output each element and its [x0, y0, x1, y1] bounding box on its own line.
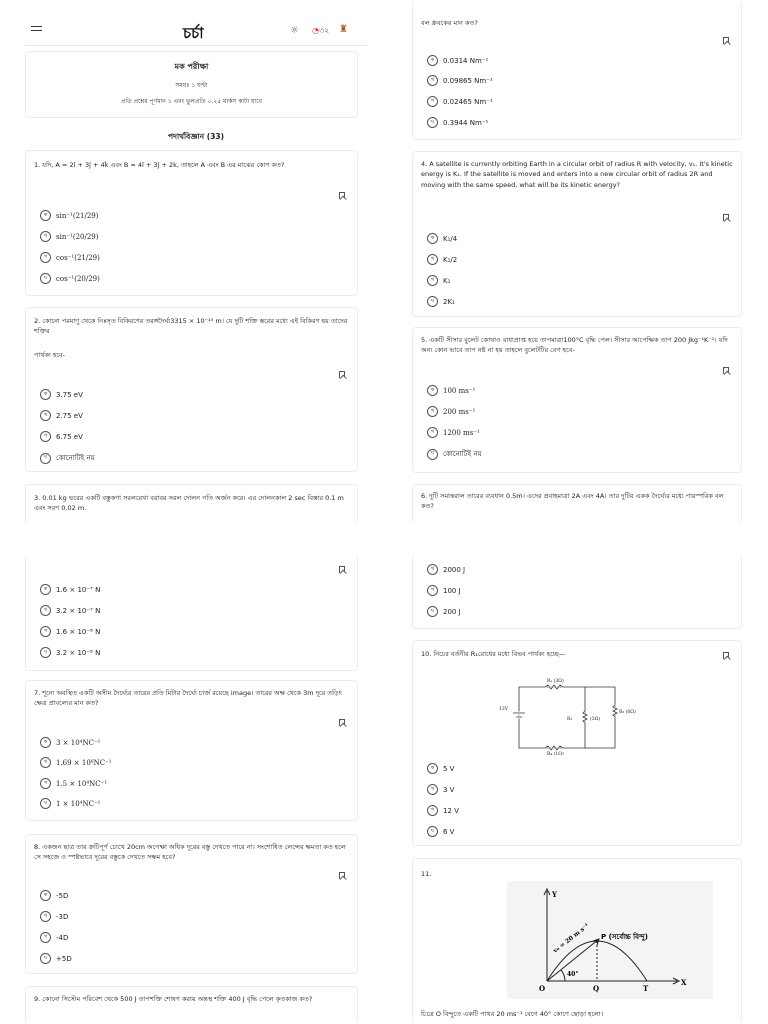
r3-label: R₃ (6Ω): [619, 710, 636, 715]
mock-marks: প্রতি প্রশ্নের পূর্ণমান ১ এবং ভুলপ্রতি ০.২৫ মার্কস কাটা যাবে: [121, 98, 262, 105]
r2-value: (3Ω): [590, 717, 601, 722]
option-text: 3.75 eV: [56, 390, 83, 399]
option-text: 1200 ms⁻¹: [443, 428, 480, 437]
question-text: 3. 0.01 kg ভরের একটি বস্তুকণা সরলরেখা বরাবর সরল দোলন গতি অর্জন করে। এর দোলনকাল 2 sec বিস্তার 0.1 m এবং সরণ 0.02 m.: [34, 494, 344, 513]
streak-counter[interactable]: ◔৩২: [312, 26, 330, 35]
option-text: 1.6 × 10⁻⁸ N: [56, 627, 101, 636]
option-letter: ঘ: [427, 117, 438, 128]
option-text: 1.5 × 10⁴NC⁻¹: [56, 779, 108, 788]
option[interactable]: [427, 96, 493, 107]
velocity-label: v₀ = 20 m s⁻¹: [551, 922, 591, 955]
option[interactable]: [427, 75, 493, 86]
question-card-1: [25, 150, 358, 296]
question-text: 7. শূন্যে অবস্থিত একটি অসীম দৈর্ঘ্যের তারের প্রতি মিটার দৈর্ঘ্যে চার্জ রয়েছে image। তারের অক্ষ থেকে 3m দূরে তড়িৎ ক্ষেত্র প্রাবল্যের মান কত?: [34, 689, 343, 708]
option-letter: খ: [40, 605, 51, 616]
option[interactable]: [427, 254, 457, 265]
question-card-3-options: [25, 555, 358, 671]
option[interactable]: [40, 452, 95, 464]
option[interactable]: [40, 605, 100, 616]
option[interactable]: [40, 737, 100, 748]
option[interactable]: [427, 784, 454, 795]
option-text: 0.09865 Nm⁻¹: [443, 76, 493, 85]
question-card-2: [25, 307, 358, 472]
question-card-8: [25, 834, 358, 974]
option[interactable]: [40, 890, 68, 901]
option[interactable]: [40, 231, 98, 242]
option-letter: গ: [40, 778, 51, 789]
option-text: -5D: [56, 891, 69, 900]
option[interactable]: [427, 564, 465, 575]
option[interactable]: [427, 606, 461, 617]
option[interactable]: [40, 389, 83, 400]
question-card-9: [25, 986, 358, 1024]
r2-label: R₂: [567, 717, 573, 722]
option-text: 2K₁: [443, 297, 455, 306]
option-letter: ঘ: [427, 449, 438, 460]
option[interactable]: [40, 252, 100, 263]
bookmark-icon[interactable]: [339, 566, 345, 573]
option[interactable]: [427, 763, 454, 774]
option-letter: গ: [427, 96, 438, 107]
option-text: 6.75 eV: [56, 432, 83, 441]
option[interactable]: [427, 805, 459, 816]
option-text: +5D: [56, 954, 72, 963]
option-text: 1 × 10⁴NC⁻¹: [56, 799, 101, 808]
question-number: 11.: [421, 870, 432, 878]
option-text: 2000 J: [443, 565, 466, 574]
option-letter: খ: [427, 564, 438, 575]
option-text: 6 V: [443, 827, 455, 836]
y-axis-label: Y: [552, 890, 557, 899]
theme-toggle-icon[interactable]: ☼: [290, 25, 299, 36]
option-letter: গ: [40, 626, 51, 637]
option[interactable]: [427, 385, 475, 396]
angle-label: 40°: [567, 971, 579, 978]
projectile-diagram: [507, 881, 713, 999]
option-text: কোনোটিই নয়: [56, 454, 95, 462]
option-letter: গ: [427, 275, 438, 286]
mock-time: সময়ঃ ১ ঘণ্টা: [175, 82, 208, 89]
question-text: 9. কোনো সিস্টেম পরিবেশ থেকে 500 J তাপশক্তি শোষণ করায় অন্তস্থ শক্তি 400 J বৃদ্ধি পেলে কৃতকাজ কত?: [34, 995, 313, 1003]
question-card-6: [412, 484, 742, 524]
option-text: -3D: [56, 912, 69, 921]
option-letter: খ: [40, 231, 51, 242]
option-letter: ঘ: [427, 296, 438, 307]
option-letter: ক: [40, 210, 51, 221]
option[interactable]: [40, 273, 100, 284]
option-letter: ক: [40, 389, 51, 400]
option[interactable]: [427, 826, 454, 837]
option-text: sin⁻¹(20/29): [56, 232, 99, 241]
option[interactable]: [40, 778, 107, 789]
bookmark-icon[interactable]: [339, 872, 345, 879]
option-text: 3 × 10⁴NC⁻¹: [56, 738, 101, 747]
question-text: 1. যদি, A = 2î + 3ĵ + 4k̂ এবং B = 4î + 3ĵ + 2k, তাহলে A এবং B এর মাঝের কোণ কত?: [34, 161, 285, 169]
option-letter: ক: [40, 584, 51, 595]
streak-count: ৩২: [318, 26, 330, 35]
option-text: sin⁻¹(21/29): [56, 211, 99, 220]
top-bar: [25, 18, 367, 46]
circuit-diagram: [497, 675, 643, 755]
question-card-4: [412, 151, 742, 317]
option[interactable]: [40, 584, 100, 595]
option-text: 0.02465 Nm⁻¹: [443, 97, 493, 106]
bookmark-icon[interactable]: [723, 367, 729, 374]
question-card-3: [25, 484, 358, 524]
question-card-7: [25, 680, 358, 821]
question-text: 8. একজন ছাত্র তার ক্রটিপূর্ণ চোখে 20cm অপেক্ষা অধিক দূরের বস্তু দেখতে পারে না। সংশোধিত লেন্সের ক্ষমতা কত হলে সে সহজে ও স্পষ্টভাবে দূরের বস্তুকে দেখতে সক্ষম হবে?: [34, 843, 346, 862]
option-text: 0.3944 Nm⁻¹: [443, 118, 489, 127]
option[interactable]: [427, 296, 455, 307]
option-text: 12 V: [443, 806, 459, 815]
question-card-10: [412, 640, 742, 846]
option-text: 100 J: [443, 586, 461, 595]
option[interactable]: [427, 55, 488, 66]
option-letter: গ: [40, 932, 51, 943]
option-letter: ঘ: [40, 798, 51, 809]
r4-label: R₄ (1Ω): [547, 752, 564, 755]
option-letter: খ: [40, 410, 51, 421]
option-text: 3.2 × 10⁻⁷ N: [56, 606, 101, 615]
origin-label: O: [539, 984, 546, 993]
option-text: 200 J: [443, 607, 461, 616]
option-letter: ক: [427, 233, 438, 244]
r1-label: R₁ (3Ω): [547, 679, 564, 684]
option[interactable]: [40, 210, 98, 221]
option[interactable]: [40, 431, 83, 442]
point-t-label: T: [643, 984, 649, 993]
option[interactable]: [427, 448, 482, 460]
option-letter: ক: [427, 763, 438, 774]
option[interactable]: [40, 953, 72, 964]
option-text: 2.75 eV: [56, 411, 83, 420]
option-letter: ক: [40, 890, 51, 901]
section-title: পদার্থবিজ্ঞান (33): [167, 132, 225, 141]
question-text-cont: পার্থক্য হবে-: [34, 351, 65, 359]
option-text: 3.2 × 10⁻⁸ N: [56, 648, 101, 657]
option-text: cos⁻¹(21/29): [56, 253, 100, 262]
option-text: 3 V: [443, 785, 455, 794]
question-card-3-continued: [412, 0, 742, 140]
question-card-5: [412, 327, 742, 473]
option-letter: ঘ: [427, 826, 438, 837]
option-letter: খ: [427, 75, 438, 86]
option-text: 5 V: [443, 764, 455, 773]
option[interactable]: [40, 757, 112, 768]
option-letter: গ: [427, 427, 438, 438]
option[interactable]: [40, 410, 83, 421]
option[interactable]: [427, 585, 461, 596]
option[interactable]: [40, 647, 100, 658]
option-letter: গ: [427, 585, 438, 596]
option-text: 0.0314 Nm⁻¹: [443, 56, 489, 65]
bookmark-icon[interactable]: [339, 371, 345, 378]
option-letter: ঘ: [40, 453, 51, 464]
bookmark-icon[interactable]: [339, 192, 345, 199]
option[interactable]: [40, 626, 100, 637]
option-text: K₁: [443, 276, 451, 285]
option-text: 200 ms⁻¹: [443, 407, 476, 416]
bookmark-icon[interactable]: [339, 719, 345, 726]
option-text: 100 ms⁻¹: [443, 386, 476, 395]
option-letter: খ: [40, 911, 51, 922]
option-letter: খ: [40, 757, 51, 768]
question-text: 5. একটি সীসার বুলেট কোথাও বাধাপ্রাপ্ত হয়ে তাপমাত্রা100°C বৃদ্ধি পেল। সীসার আপেক্ষিক তাপ 200 Jkg⁻¹K⁻¹। যদি অন্য কোন ভাবে তাপ নষ্ট না হয় তাহলে বুলেটটির বেগ হবে-: [421, 336, 728, 355]
battery-label: 12V: [499, 707, 508, 712]
option-letter: ঘ: [427, 606, 438, 617]
option-letter: খ: [427, 254, 438, 265]
option-letter: ঘ: [40, 953, 51, 964]
option[interactable]: [427, 233, 457, 244]
question-text: 4. A satellite is currently orbiting Earth in a circular orbit of radius R with velocity, v₁. It's kinetic energy is K₁. If the satellite is moved and enters into a new circular orbit of radius 2R and moving with the same speed, what will be its kinetic energy?: [421, 160, 733, 189]
option-letter: ক: [427, 385, 438, 396]
option[interactable]: [427, 117, 488, 128]
option-letter: গ: [40, 431, 51, 442]
option-letter: ঘ: [40, 273, 51, 284]
option-text: 1.69 × 10⁶NC⁻¹: [56, 758, 112, 767]
option-letter: গ: [40, 252, 51, 263]
option-text: -4D: [56, 933, 69, 942]
bookmark-icon[interactable]: [723, 37, 729, 44]
x-axis-label: X: [681, 978, 687, 987]
mock-info-card: [25, 51, 358, 118]
option-text: cos⁻¹(20/29): [56, 274, 100, 283]
option[interactable]: [427, 427, 480, 438]
profile-icon[interactable]: ♜: [339, 24, 348, 35]
option-text: K₁/2: [443, 255, 458, 264]
option-letter: ঘ: [40, 647, 51, 658]
question-card-11: [412, 858, 742, 1024]
option[interactable]: [427, 406, 475, 417]
option[interactable]: [40, 911, 68, 922]
point-p-label: P (সর্বোচ্চ বিন্দু): [601, 933, 648, 941]
option[interactable]: [427, 275, 450, 286]
question-text: বল ধ্রুবকের মান কত?: [421, 19, 478, 27]
option[interactable]: [40, 932, 68, 943]
option-letter: গ: [427, 805, 438, 816]
bookmark-icon[interactable]: [723, 652, 729, 659]
question-card-9-options: [412, 555, 742, 629]
option-text: কোনোটিই নয়: [443, 450, 482, 458]
option-text: K₁/4: [443, 234, 458, 243]
question-caption: চিত্রে O বিন্দুতে একটি পাথর 20 ms⁻¹ বেগে 40° কোণে ছোড়া হলো।: [421, 1010, 604, 1018]
option-letter: খ: [427, 406, 438, 417]
option[interactable]: [40, 798, 100, 809]
question-text: 10. নিচের বর্তনীর R₁রোধের মধ্যে বিভব পার্থক্য হচ্ছে—: [421, 650, 566, 658]
option-letter: ক: [40, 737, 51, 748]
menu-icon[interactable]: [31, 26, 42, 34]
app-logo[interactable]: চর্চা: [183, 24, 204, 42]
bookmark-icon[interactable]: [723, 214, 729, 221]
option-text: 1.6 × 10⁻⁷ N: [56, 585, 101, 594]
point-q-label: Q: [593, 984, 600, 993]
question-text: 6. দুটি সমান্তরাল তারের ব্যবধান 0.5m। এদের প্রবাহমাত্রা 2A এবং 4A। তার দুটির একক দৈর্ঘ্যের মধ্যে পারস্পরিক বল কত?: [421, 492, 724, 511]
option-letter: খ: [427, 784, 438, 795]
option-letter: ক: [427, 55, 438, 66]
mock-title: মক পরীক্ষা: [174, 62, 209, 71]
question-text: 2. কোনো পরমাণু থেকে নিঃসৃত বিকিরণের তরঙ্গদৈর্ঘ্য3315 × 10⁻¹⁰ m। যে দুটি শক্তি স্তরের মধ্যে এই বিকিরণ হয় তাদের শক্তির: [34, 317, 348, 336]
